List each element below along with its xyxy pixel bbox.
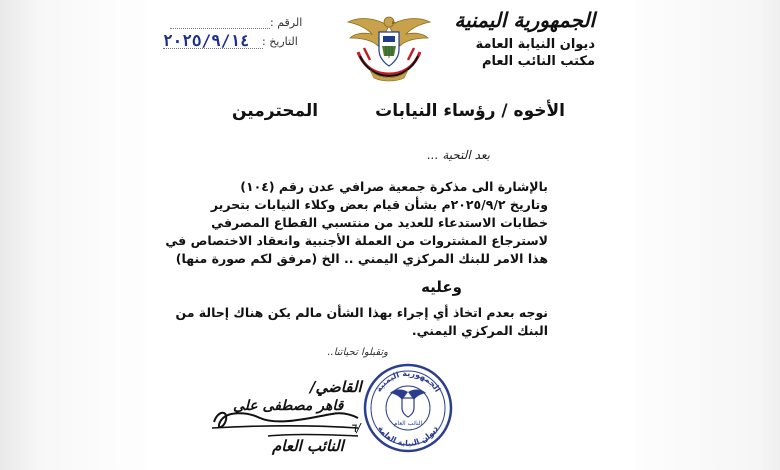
addressee-honorific: المحترمين xyxy=(232,101,319,121)
org-name-prosecution: ديوان النيابة العامة xyxy=(475,37,595,52)
body-line: هذا الامر للبنك المركزي اليمني .. الخ (مرفق لكم صورة منها) xyxy=(175,251,548,266)
date-dotted-line xyxy=(163,48,263,49)
org-name-office: مكتب النائب العام xyxy=(482,54,595,69)
seal-center-text: النائب العام xyxy=(393,420,423,427)
directive-line: البنك المركزي اليمني. xyxy=(411,323,548,338)
signatory-mark: ٦/ xyxy=(350,421,361,435)
seal-bottom-text: ديوان النيابة العامة xyxy=(376,424,440,449)
yemen-eagle-emblem-icon xyxy=(346,8,432,84)
reference-label: الرقم : xyxy=(270,16,303,29)
date-value: ٢٠٢٥/٩/١٤ xyxy=(163,31,250,50)
body-line: خطابات الاستدعاء للعديد من منتسبي القطاع المصرفي xyxy=(211,215,548,230)
body-line: وتاريخ ٢٠٢٥/٩/٢م بشأن قيام بعض وكلاء النيابات بتحرير xyxy=(210,197,548,212)
closing-regards: وتقبلوا تحياتنا.. xyxy=(327,347,388,358)
reference-dotted-line xyxy=(170,28,270,29)
date-label: التاريخ : xyxy=(262,35,298,48)
directive-line: نوجه بعدم اتخاذ أي إجراء بهذا الشأن مالم يكن هناك إحالة من xyxy=(175,305,548,320)
signatory-rank: القاضي/ xyxy=(310,378,362,396)
body-line: بالإشارة الى مذكرة جمعية صرافي عدن رقم (١٠٤) xyxy=(240,179,548,194)
therefore-heading: وعليه xyxy=(421,278,462,296)
official-seal-icon xyxy=(362,362,454,454)
seal-top-text: الجمهورية اليمنية xyxy=(374,368,443,394)
greeting: بعد التحية ... xyxy=(427,148,490,162)
addressee-title: الأخوه / رؤساء النيابات xyxy=(375,101,565,121)
signatory-position: النائب العام xyxy=(272,437,344,455)
body-line: لاسترجاع المشتروات من العملة الأجنبية وانعقاد الاختصاص في xyxy=(165,233,548,248)
signatory-name: قاهر مصطفى علي xyxy=(233,398,344,414)
org-name-republic: الجمهورية اليمنية xyxy=(454,8,595,32)
